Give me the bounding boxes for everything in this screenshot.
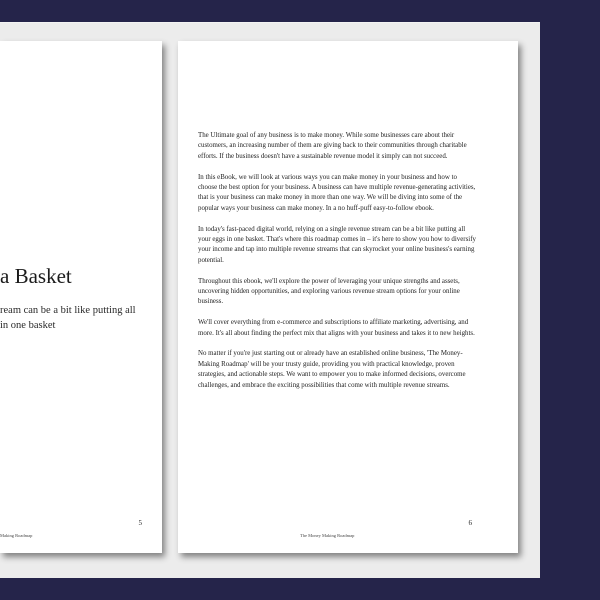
paragraph: No matter if you're just starting out or already have an established online business, 'The Money-Making Roadmap' will be your trusty guide, providing you with practical knowledge, proven strategies, and actionable steps. We want to empower you to make informed decisions, overcome challenges, and embrace the exciting possibilities that come with multiple revenue streams. bbox=[198, 350, 466, 389]
page-number: 5 bbox=[138, 519, 142, 527]
chapter-subtitle-line: ream can be a bit like putting all bbox=[0, 305, 136, 316]
body-text bbox=[198, 131, 476, 401]
paragraph: In today's fast-paced digital world, relying on a single revenue stream can be a bit like putting all your eggs in one basket. That's where this roadmap comes in – it's here to show you how to diversify your income and tap into multiple revenue streams that can skyrocket your online business's earning potential. bbox=[198, 225, 476, 264]
chapter-subtitle bbox=[0, 303, 160, 333]
paragraph: We'll cover everything from e-commerce and subscriptions to affiliate marketing, advertising, and more. It's all about finding the perfect mix that aligns with your business and takes it to new heights. bbox=[198, 319, 475, 337]
page-number: 6 bbox=[468, 519, 472, 527]
document-viewer bbox=[0, 22, 540, 578]
page-footer: The Money Making Roadmap bbox=[300, 533, 355, 538]
paragraph: Throughout this ebook, we'll explore the power of leveraging your unique strengths and assets, uncovering hidden opportunities, and exploring various revenue stream options for your online business. bbox=[198, 277, 460, 306]
paragraph: The Ultimate goal of any business is to make money. While some businesses care about their customers, an increasing number of them are giving back to their communities through charitable efforts. If the business doesn't have a sustainable revenue model it simply can not succeed. bbox=[198, 132, 467, 160]
paragraph: In this eBook, we will look at various ways you can make money in your business and how to choose the best option for your business. A business can have multiple revenue-generating activities, that is your business can make money in more than one way. We will be diving into some of the popular ways your business can make money. In a no huff-puff easy-to-follow ebook. bbox=[198, 173, 476, 212]
chapter-subtitle-line: in one basket bbox=[0, 320, 56, 331]
page-footer: Making Roadmap bbox=[0, 533, 33, 538]
page-left bbox=[0, 41, 162, 553]
page-right bbox=[178, 41, 518, 553]
chapter-title: a Basket bbox=[0, 264, 72, 288]
